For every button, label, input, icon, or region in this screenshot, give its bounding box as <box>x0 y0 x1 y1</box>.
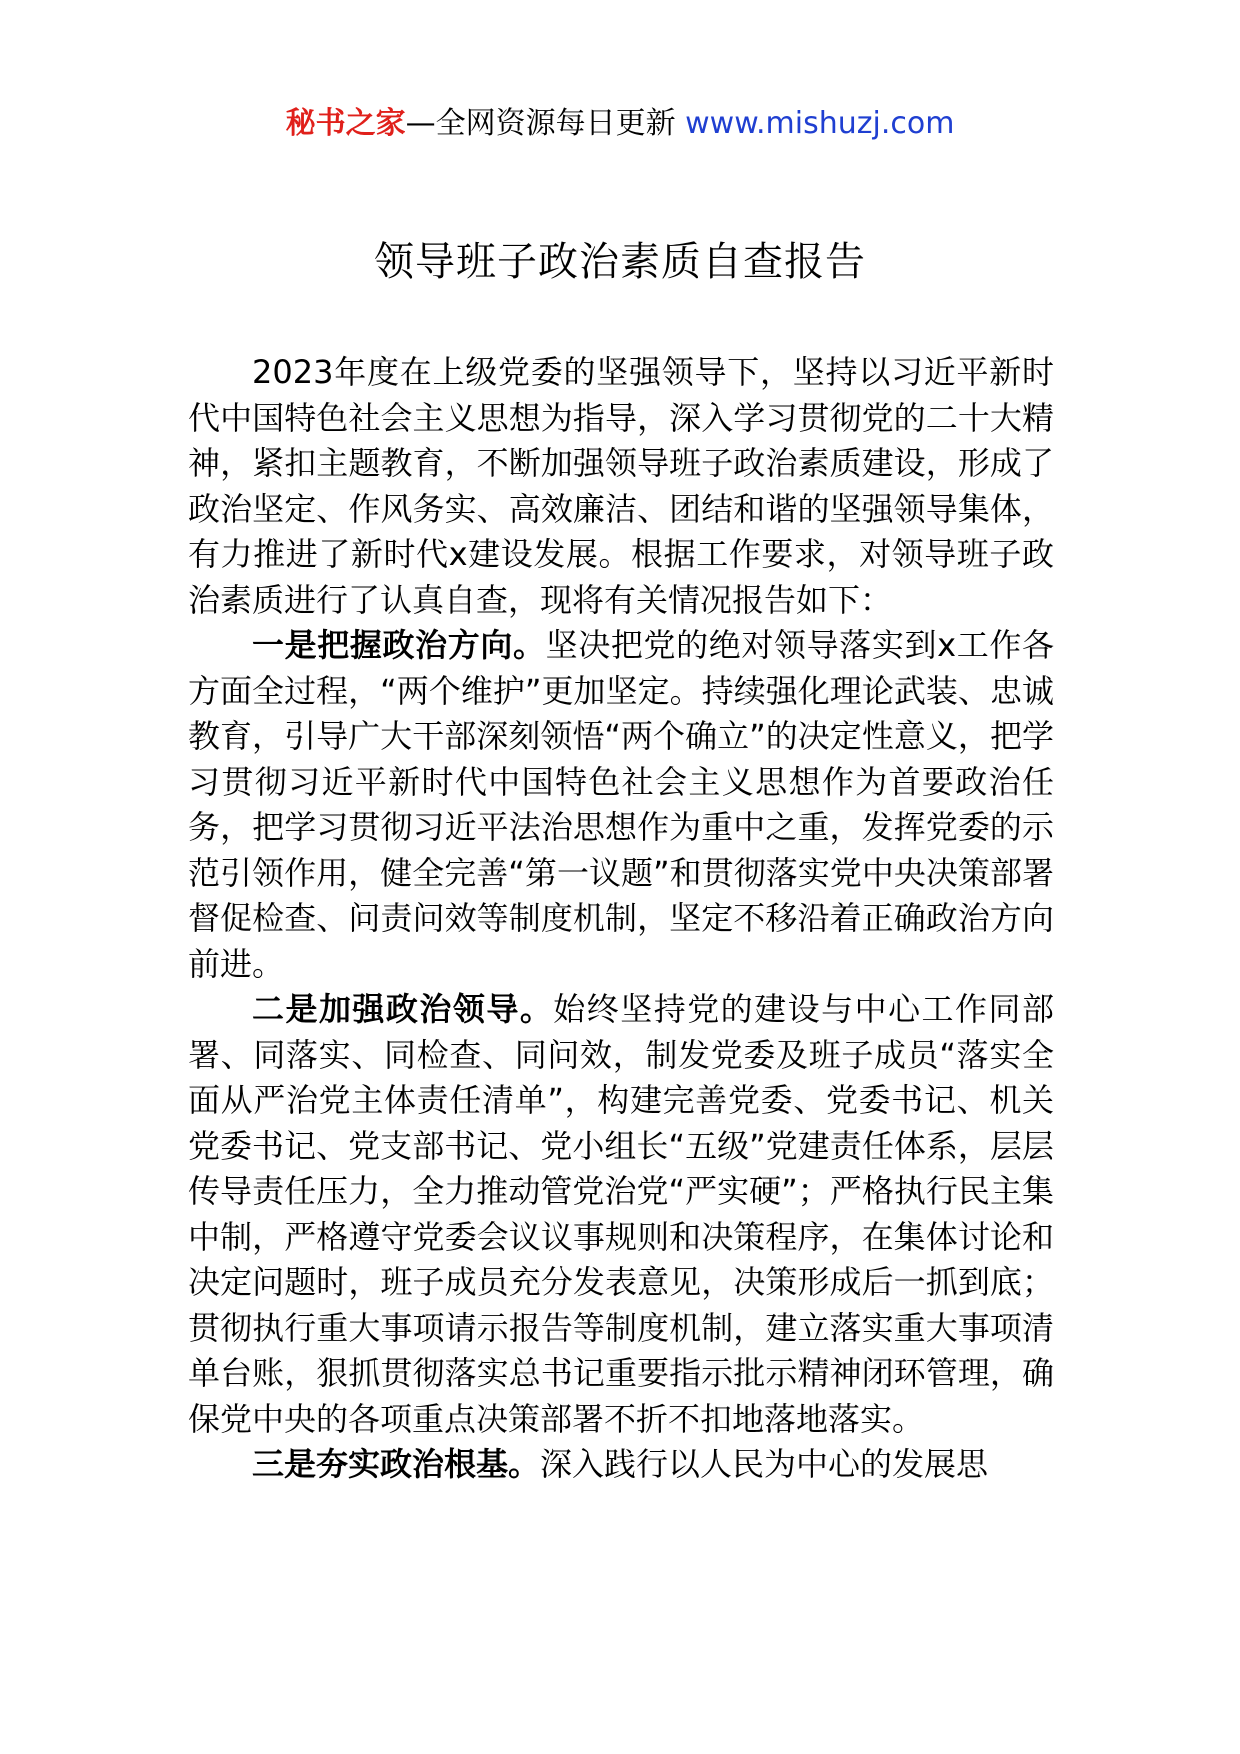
site-slogan: —全网资源每日更新 <box>405 106 686 141</box>
document-title: 领导班子政治素质自查报告 <box>374 239 866 285</box>
section-text-2: 始终坚持党的建设与中心工作同部署、同落实、同检查、同问效，制发党委及班子成员“落实全面从严治党主体责任清单”，构建完善党委、党委书记、机关党委书记、党支部书记、党小组长“五级”党建责任体系，层层传导责任压力，全力推动管党治党“严实硬”；严格执行民主集中制，严格遵守党委会议议事规则和决策程序，在集体讨论和决定问题时，班子成员充分发表意见，决策形成后一抓到底；贯彻执行重大事项请示报告等制度机制，建立落实重大事项清单台账，狠抓贯彻落实总书记重要指示批示精神闭环管理，确保党中央的各项重点决策部署不折不扣地落地落实。 <box>188 990 1054 1438</box>
section-heading-2: 二是加强政治领导。 <box>252 990 554 1028</box>
document-body <box>188 350 1054 1488</box>
section-text-1: 坚决把党的绝对领导落实到x工作各方面全过程，“两个维护”更加坚定。持续强化理论武装、忠诚教育，引导广大干部深刻领悟“两个确立”的决定性意义，把学习贯彻习近平新时代中国特色社会主义思想作为首要政治任务，把学习贯彻习近平法治思想作为重中之重，发挥党委的示范引领作用，健全完善“第一议题”和贯彻落实党中央决策部署督促检查、问责问效等制度机制，坚定不移沿着正确政治方向前进。 <box>188 626 1054 983</box>
site-url-link[interactable]: www.mishuzj.com <box>685 106 955 141</box>
section-paragraph-1 <box>188 623 1054 987</box>
site-header <box>0 100 1240 148</box>
section-paragraph-3 <box>188 1442 1054 1488</box>
section-text-3: 深入践行以人民为中心的发展思 <box>540 1445 989 1483</box>
intro-paragraph: 2023年度在上级党委的坚强领导下，坚持以习近平新时代中国特色社会主义思想为指导，深入学习贯彻党的二十大精神，紧扣主题教育，不断加强领导班子政治素质建设，形成了政治坚定、作风务实、高效廉洁、团结和谐的坚强领导集体，有力推进了新时代x建设发展。根据工作要求，对领导班子政治素质进行了认真自查，现将有关情况报告如下： <box>188 353 1054 619</box>
section-heading-1: 一是把握政治方向。 <box>252 626 546 664</box>
section-paragraph-2 <box>188 987 1054 1442</box>
section-heading-3: 三是夯实政治根基。 <box>252 1445 541 1483</box>
site-brand: 秘书之家 <box>285 106 406 141</box>
